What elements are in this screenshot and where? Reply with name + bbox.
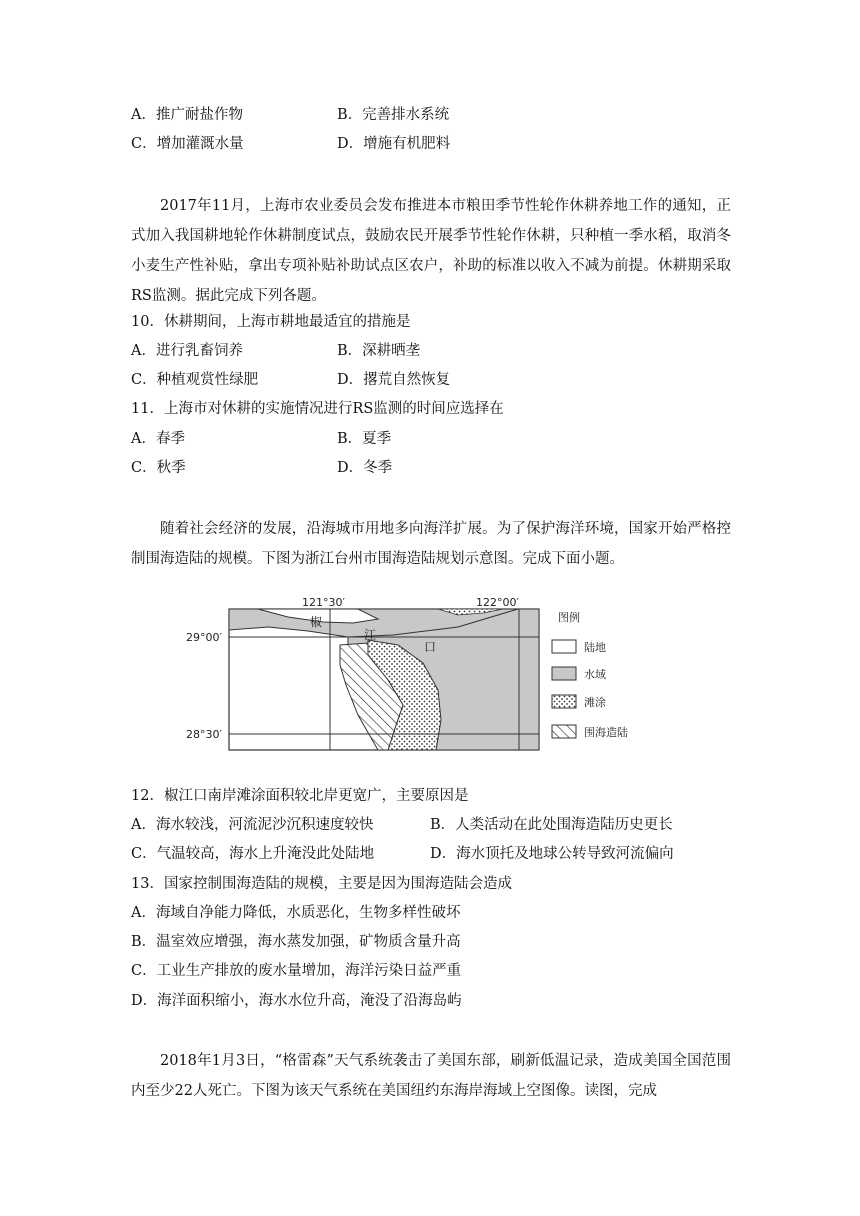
q12-option-a: A．海水较浅，河流泥沙沉积速度较快 — [131, 817, 374, 833]
legend-swatch-reclamation — [552, 725, 576, 738]
q13-option-d: D．海洋面积缩小，海水水位升高，淹没了沿海岛屿 — [131, 993, 462, 1009]
q11-option-b: B．夏季 — [337, 431, 392, 447]
lat-label-28-30: 28°30′ — [186, 728, 222, 741]
q10-stem: 10．休耕期间，上海市耕地最适宜的措施是 — [131, 314, 411, 330]
lat-label-29-00: 29°00′ — [186, 631, 222, 644]
q10-option-d: D．撂荒自然恢复 — [337, 372, 451, 388]
q10-option-c: C．种植观赏性绿肥 — [131, 372, 259, 388]
q9-option-a: A．推广耐盐作物 — [131, 107, 243, 123]
legend-swatch-water — [552, 667, 576, 680]
passage-reclamation: 随着社会经济的发展，沿海城市用地多向海洋扩展。为了保护海洋环境，国家开始严格控制围海造陆的规模。下图为浙江台州市围海造陆规划示意图。完成下面小题。 — [131, 521, 731, 567]
passage-weather: 2018年1月3日，“格雷森”天气系统袭击了美国东部，刷新低温记录，造成美国全国范围内至少22人死亡。下图为该天气系统在美国纽约东海岸海域上空图像。读图，完成 — [131, 1053, 731, 1099]
q11-stem: 11．上海市对休耕的实施情况进行RS监测的时间应选择在 — [131, 401, 504, 417]
q12-stem: 12．椒江口南岸滩涂面积较北岸更宽广，主要原因是 — [131, 788, 469, 804]
q13-stem: 13．国家控制围海造陆的规模，主要是因为围海造陆会造成 — [131, 876, 512, 892]
river-char-1: 椒 — [310, 615, 323, 629]
q12-option-d: D．海水顶托及地球公转导致河流偏向 — [430, 846, 674, 862]
q9-option-d: D．增施有机肥料 — [337, 136, 451, 152]
q11-option-c: C．秋季 — [131, 460, 186, 476]
q13-option-c: C．工业生产排放的废水量增加，海洋污染日益严重 — [131, 963, 462, 979]
legend-label-reclamation: 围海造陆 — [584, 726, 628, 739]
q10-option-a: A．进行乳畜饲养 — [131, 343, 243, 359]
legend-swatch-land — [552, 640, 576, 653]
legend-label-water: 水域 — [584, 668, 606, 681]
q12-option-b: B．人类活动在此处围海造陆历史更长 — [430, 817, 673, 833]
passage-fallow: 2017年11月，上海市农业委员会发布推进本市粮田季节性轮作休耕养地工作的通知，正式加入我国耕地轮作休耕制度试点，鼓励农民开展季节性轮作休耕，只种植一季水稻，取消冬小麦生产性补贴，拿出专项补贴补助试点区农户，补助的标准以收入不减为前提。休耕期采取RS监测。据此完成下列各题。 — [131, 198, 731, 304]
q13-option-b: B．温室效应增强，海水蒸发加强，矿物质含量升高 — [131, 934, 461, 950]
q10-option-b: B．深耕晒垄 — [337, 343, 421, 359]
river-char-3: 口 — [424, 640, 437, 654]
q11-option-a: A．春季 — [131, 431, 185, 447]
legend-label-land: 陆地 — [584, 641, 606, 654]
q9-option-c: C．增加灌溉水量 — [131, 136, 244, 152]
reclamation-map — [186, 595, 654, 753]
lon-label-122-00: 122°00′ — [476, 596, 519, 609]
q12-option-c: C．气温较高，海水上升淹没此处陆地 — [131, 846, 375, 862]
river-char-2: 江 — [364, 628, 377, 642]
q11-option-d: D．冬季 — [337, 460, 393, 476]
q13-option-a: A．海域自净能力降低，水质恶化，生物多样性破坏 — [131, 905, 461, 921]
legend-title: 图例 — [558, 611, 580, 624]
legend-label-tidal: 滩涂 — [584, 696, 606, 709]
lon-label-121-30: 121°30′ — [302, 596, 345, 609]
legend-swatch-tidal — [552, 695, 576, 708]
q9-option-b: B．完善排水系统 — [337, 107, 450, 123]
